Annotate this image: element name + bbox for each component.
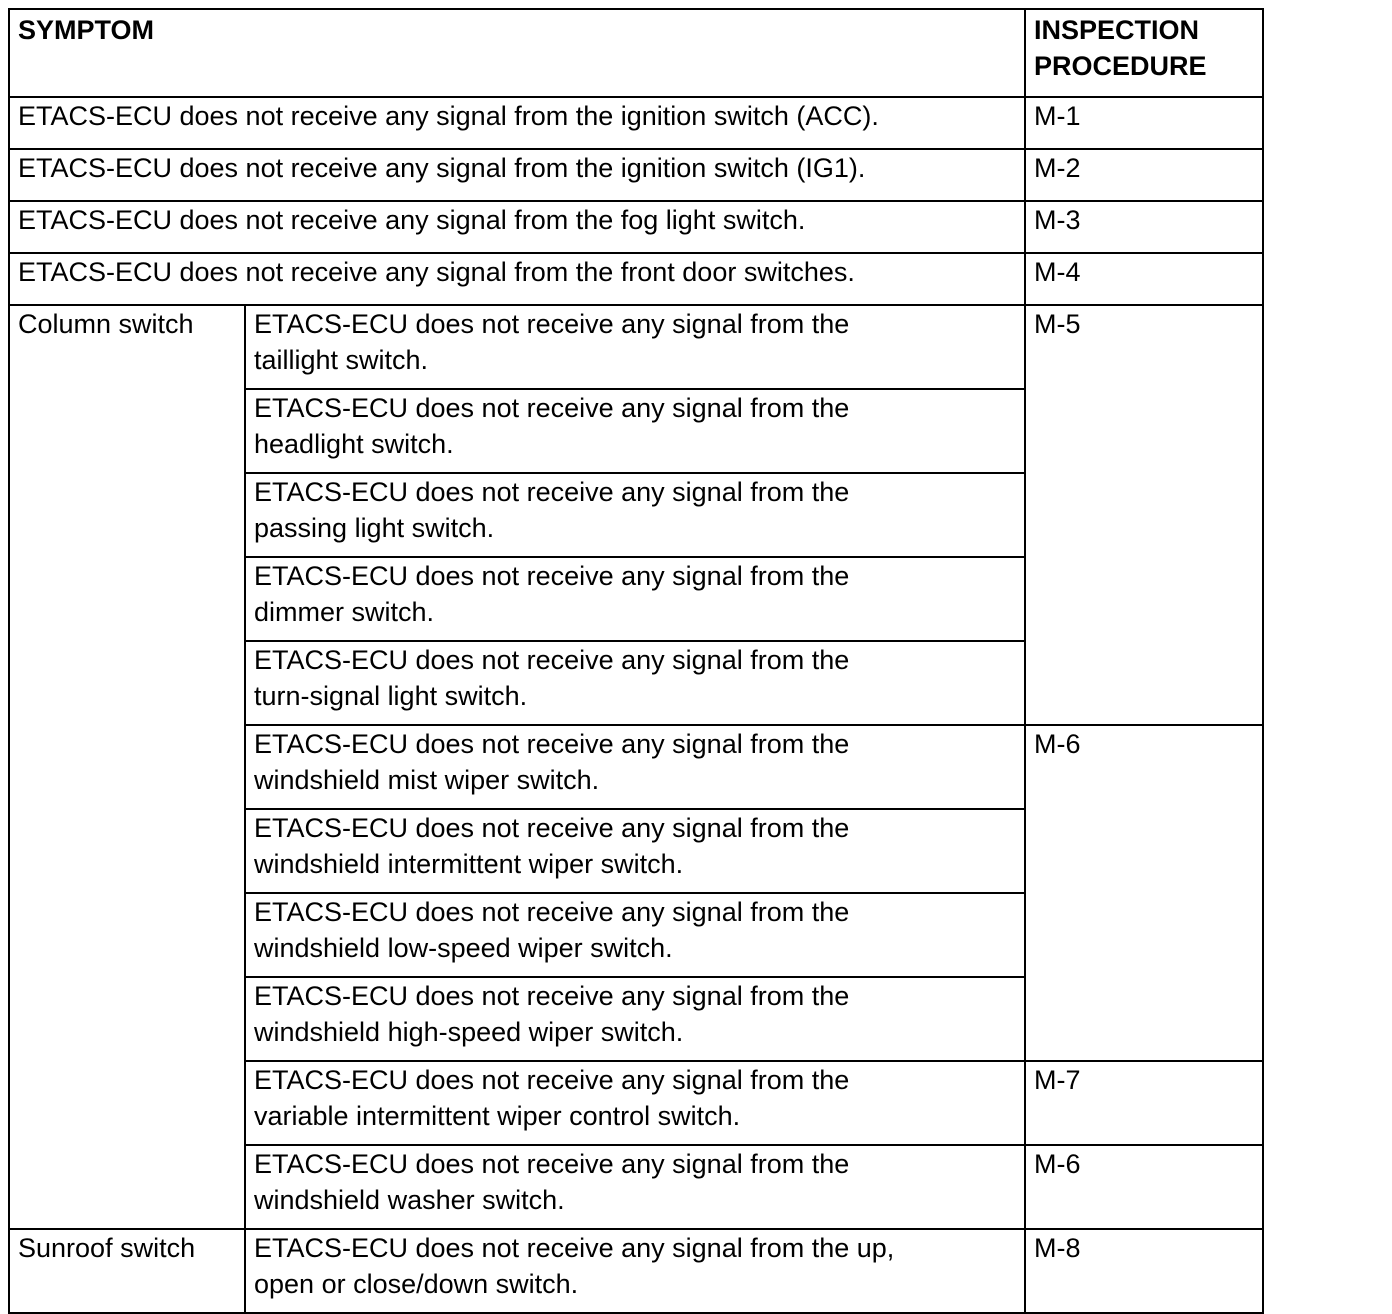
symptom-cell (245, 725, 1025, 809)
symptom-cell: ETACS-ECU does not receive any signal from the ignition switch (IG1). (9, 149, 1025, 201)
symptom-line: variable intermittent wiper control switch. (254, 1101, 741, 1131)
symptom-line: taillight switch. (254, 345, 429, 375)
symptom-line: ETACS-ECU does not receive any signal from the (254, 729, 850, 759)
table-row (9, 305, 1263, 389)
symptom-cell: ETACS-ECU does not receive any signal from the fog light switch. (9, 201, 1025, 253)
symptom-line: ETACS-ECU does not receive any signal from the (254, 477, 850, 507)
table-header-row (9, 9, 1263, 97)
symptom-cell (245, 473, 1025, 557)
symptom-line: windshield washer switch. (254, 1185, 565, 1215)
sunroof-switch-group-cell: Sunroof switch (9, 1229, 245, 1313)
symptom-line: ETACS-ECU does not receive any signal from the (254, 645, 850, 675)
symptom-line: ETACS-ECU does not receive any signal from the (254, 1149, 850, 1179)
symptom-line: windshield intermittent wiper switch. (254, 849, 684, 879)
procedure-cell: M-6 (1025, 725, 1263, 1061)
symptom-line: ETACS-ECU does not receive any signal from the up, (254, 1233, 895, 1263)
procedure-header-line1: INSPECTION (1034, 15, 1200, 45)
symptom-cell (245, 641, 1025, 725)
symptom-line: windshield low-speed wiper switch. (254, 933, 673, 963)
procedure-cell: M-2 (1025, 149, 1263, 201)
table-row (9, 201, 1263, 253)
symptom-cell (245, 1145, 1025, 1229)
table-row (9, 1229, 1263, 1313)
symptom-line: windshield high-speed wiper switch. (254, 1017, 684, 1047)
symptom-line: ETACS-ECU does not receive any signal from the (254, 981, 850, 1011)
symptom-cell (245, 1229, 1025, 1313)
symptom-line: headlight switch. (254, 429, 454, 459)
symptom-line: dimmer switch. (254, 597, 435, 627)
procedure-cell: M-6 (1025, 1145, 1263, 1229)
symptom-header: SYMPTOM (9, 9, 1025, 97)
procedure-header-line2: PROCEDURE (1034, 51, 1207, 81)
symptom-cell (245, 809, 1025, 893)
procedure-cell: M-4 (1025, 253, 1263, 305)
symptom-cell (245, 977, 1025, 1061)
symptom-line: ETACS-ECU does not receive any signal from the (254, 813, 850, 843)
symptom-line: windshield mist wiper switch. (254, 765, 600, 795)
symptom-cell (245, 893, 1025, 977)
procedure-cell: M-8 (1025, 1229, 1263, 1313)
symptom-line: ETACS-ECU does not receive any signal from the (254, 1065, 850, 1095)
symptom-cell: ETACS-ECU does not receive any signal from the ignition switch (ACC). (9, 97, 1025, 149)
symptom-line: turn-signal light switch. (254, 681, 528, 711)
symptom-line: ETACS-ECU does not receive any signal from the (254, 309, 850, 339)
symptom-line: ETACS-ECU does not receive any signal from the (254, 897, 850, 927)
table-row (9, 97, 1263, 149)
column-switch-group-cell: Column switch (9, 305, 245, 1229)
symptom-table (8, 8, 1264, 1314)
inspection-procedure-header (1025, 9, 1263, 97)
procedure-cell: M-5 (1025, 305, 1263, 725)
symptom-cell (245, 1061, 1025, 1145)
symptom-cell (245, 557, 1025, 641)
symptom-cell: ETACS-ECU does not receive any signal from the front door switches. (9, 253, 1025, 305)
symptom-cell (245, 389, 1025, 473)
symptom-line: ETACS-ECU does not receive any signal from the (254, 393, 850, 423)
table-row (9, 253, 1263, 305)
procedure-cell: M-1 (1025, 97, 1263, 149)
symptom-cell (245, 305, 1025, 389)
table-row (9, 149, 1263, 201)
symptom-line: open or close/down switch. (254, 1269, 579, 1299)
procedure-cell: M-7 (1025, 1061, 1263, 1145)
symptom-line: ETACS-ECU does not receive any signal from the (254, 561, 850, 591)
procedure-cell: M-3 (1025, 201, 1263, 253)
symptom-line: passing light switch. (254, 513, 495, 543)
